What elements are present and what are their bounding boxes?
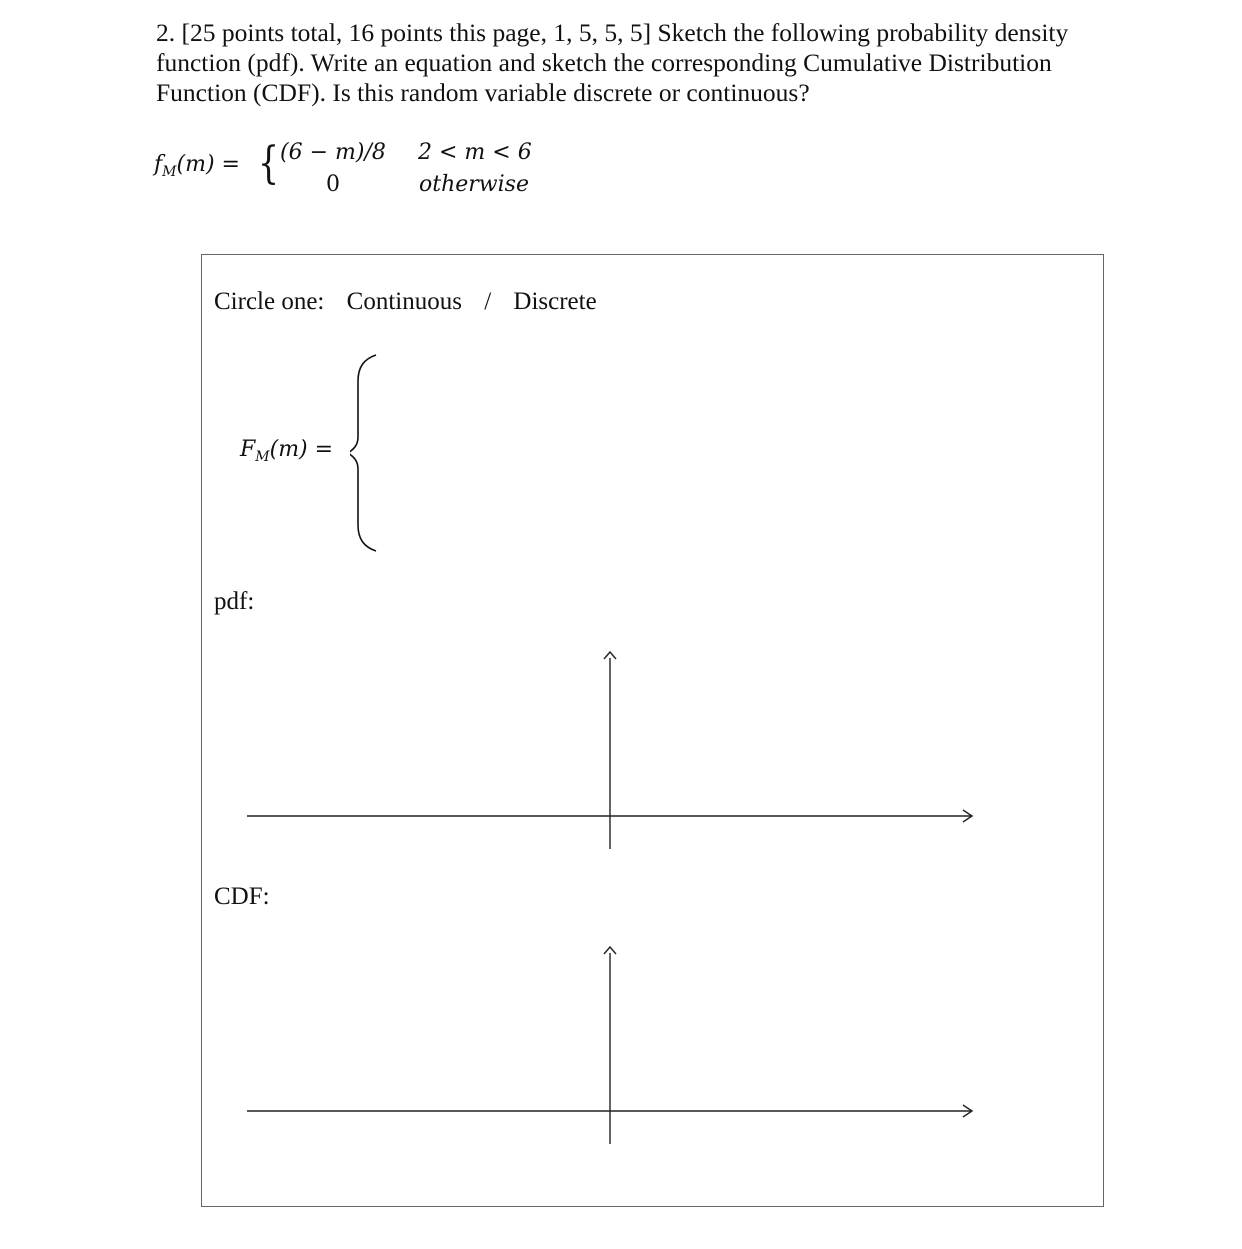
pdf-y-arrow-icon bbox=[604, 652, 616, 659]
option-continuous[interactable]: Continuous bbox=[346, 288, 462, 315]
pdf-case1-expression: (6 − m)/8 bbox=[280, 140, 386, 165]
cdf-subscript: M bbox=[255, 449, 270, 465]
cdf-equals: = bbox=[314, 437, 334, 462]
pdf-axes[interactable] bbox=[247, 652, 972, 849]
pdf-lhs bbox=[154, 152, 240, 180]
sketch-axes bbox=[202, 255, 1102, 1205]
pdf-case2-condition: otherwise bbox=[419, 172, 529, 197]
pdf-label: pdf: bbox=[214, 588, 255, 615]
pdf-brace: { bbox=[258, 138, 279, 189]
pdf-equals: = bbox=[221, 152, 240, 177]
cdf-y-arrow-icon bbox=[604, 947, 616, 954]
pdf-subscript: M bbox=[162, 164, 177, 180]
pdf-case2-expression: 0 bbox=[326, 172, 340, 197]
pdf-argument: (m) bbox=[176, 152, 215, 177]
pdf-function-symbol: f bbox=[154, 152, 163, 177]
option-discrete[interactable]: Discrete bbox=[513, 288, 597, 315]
question-text: 2. [25 points total, 16 points this page, 1, 5, 5, 5] Sketch the following probability density function (pdf). Write an equation and sketch the corresponding Cumulative Distribution Function (CDF). Is this random variable discrete or continuous? bbox=[156, 18, 1069, 107]
circle-one-label: Circle one: bbox=[214, 288, 325, 315]
cdf-label: CDF: bbox=[214, 883, 270, 910]
cdf-argument: (m) bbox=[269, 437, 308, 462]
cdf-axes[interactable] bbox=[247, 947, 972, 1144]
pdf-case1-condition: 2 < m < 6 bbox=[418, 140, 532, 165]
pdf-definition bbox=[154, 138, 574, 208]
option-separator: / bbox=[484, 288, 492, 315]
answer-box bbox=[201, 254, 1104, 1207]
cdf-function-symbol: F bbox=[240, 437, 256, 462]
